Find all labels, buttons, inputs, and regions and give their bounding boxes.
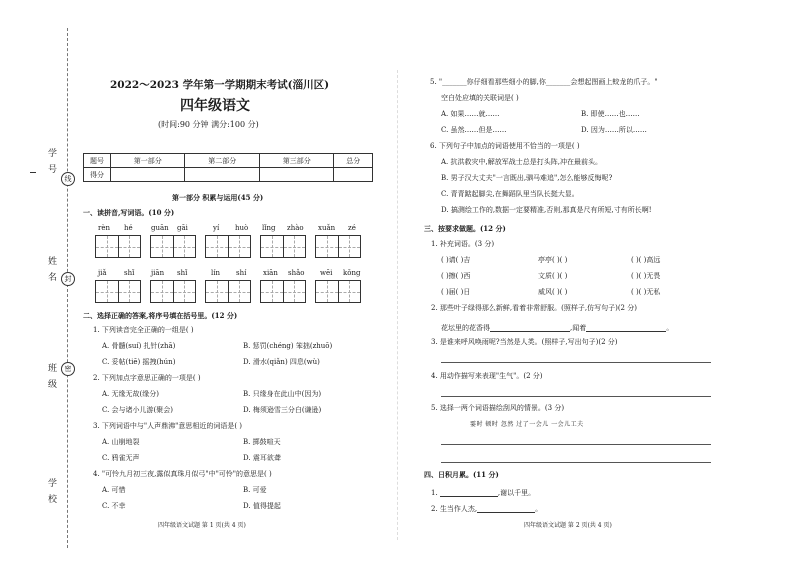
q4-2: [431, 504, 542, 513]
score-header: 第三部分: [259, 154, 333, 168]
answer-line[interactable]: [441, 462, 711, 463]
pinyin: rèn: [98, 224, 110, 232]
q4-1: [431, 488, 535, 497]
q3-3: 3. 是谁来呼风唤雨呢?当然是人类。(照样子,写出句子)(2 分): [431, 338, 618, 346]
seal-mark-line: 线: [61, 172, 75, 186]
hanzi-grid[interactable]: [205, 235, 251, 258]
q5-prompt: 空白处应填的关联词是( ): [441, 94, 519, 102]
q5-option-a[interactable]: A. 如果……就……: [441, 110, 500, 118]
school-label: 学 校: [46, 478, 56, 505]
q3-4: 4. 用动作描写来表现"生气"。(2 分): [431, 372, 543, 380]
subject-title: 四年级语文: [180, 98, 250, 114]
part1-title: 第一部分 积累与运用(45 分): [172, 193, 264, 202]
q2-1-option-b[interactable]: B. 惩罚(chéng) 笨拙(zhuō): [243, 342, 333, 350]
q2-3: 3. 下列词语中与"人声鼎沸"意思相近的词语是( ): [93, 422, 243, 430]
fill-blank[interactable]: 亭亭( )( ): [538, 256, 568, 264]
score-table: [83, 153, 373, 182]
q1-title: 一、读拼音,写词语。(10 分): [83, 208, 175, 217]
q4-2-end: 。: [535, 505, 543, 513]
answer-blank[interactable]: [440, 488, 498, 497]
q5: 5. "_______你仔细看那些细小的脚,你_______会想起图画上蛟龙的爪子。": [430, 78, 658, 86]
fill-blank[interactable]: ( )( )无私: [631, 288, 661, 296]
pinyin: zhào: [287, 224, 304, 232]
q5-option-c[interactable]: C. 虽然……但是……: [441, 126, 507, 134]
q3-5-words: 霎时 顿时 忽然 过了一会儿 一会儿工夫: [470, 421, 584, 428]
pinyin: shǎo: [288, 269, 305, 277]
q3-2: 2. 那些叶子绿得那么新鲜,看着非常舒服。(照样子,仿写句子)(2 分): [431, 304, 637, 312]
q3-2-text-b: ,闻着: [570, 324, 587, 332]
score-cell[interactable]: [111, 168, 185, 182]
q2-3-option-a[interactable]: A. 山崩地裂: [102, 438, 140, 446]
exam-title: 2022～2023 学年第一学期期末考试(淄川区): [110, 79, 330, 91]
q4-1-text: ,谢以千里。: [497, 489, 536, 497]
q2-2-option-b[interactable]: B. 只缘身在此山中(因为): [243, 390, 322, 398]
score-header: 第二部分: [185, 154, 259, 168]
q4-1-num: 1.: [431, 489, 438, 497]
q3-1: 1. 补充词语。(3 分): [431, 240, 495, 248]
pinyin: lǐng: [262, 224, 276, 232]
q3-2-answer: [441, 323, 673, 332]
q2-3-option-c[interactable]: C. 鸦雀无声: [102, 454, 140, 462]
q2-4-option-a[interactable]: A. 可惜: [102, 486, 126, 494]
hanzi-grid[interactable]: [95, 280, 141, 303]
fill-blank[interactable]: ( )请( )吉: [441, 256, 471, 264]
pinyin: shí: [236, 269, 247, 277]
q6-option-a[interactable]: A. 抗洪救灾中,解放军战士总是打头阵,冲在最前头。: [441, 158, 602, 166]
q2-1: 1. 下列读音完全正确的一组是( ): [93, 326, 194, 334]
score-header: 第一部分: [111, 154, 185, 168]
q2-2-option-d[interactable]: D. 梅须逊雪三分白(谦逊): [243, 406, 322, 414]
hanzi-grid[interactable]: [150, 280, 196, 303]
answer-blank[interactable]: [490, 323, 570, 332]
pinyin: jiǎ: [98, 269, 107, 277]
fill-blank[interactable]: ( )( )无畏: [631, 272, 661, 280]
q6-option-d[interactable]: D. 搞测绘工作的,数据一定要精准,否则,那真是尺有所短,寸有所长啊!: [441, 206, 652, 214]
hanzi-grid[interactable]: [150, 235, 196, 258]
q2-title: 二、选择正确的答案,将序号填在括号里。(12 分): [83, 311, 238, 320]
student-number-label: 学 号: [46, 148, 56, 175]
answer-line[interactable]: [441, 396, 711, 397]
fill-blank[interactable]: ( )届( )日: [441, 288, 471, 296]
pinyin: guān: [151, 224, 169, 232]
answer-blank[interactable]: [586, 323, 666, 332]
hanzi-grid[interactable]: [315, 280, 361, 303]
score-row-label: 得分: [84, 168, 111, 182]
q2-2-option-c[interactable]: C. 会与诸小儿游(聚会): [102, 406, 174, 414]
fill-blank[interactable]: ( )( )高远: [631, 256, 661, 264]
q6-option-c[interactable]: C. 青青踮起脚尖,在舞蹈队里当队长挺大显。: [441, 190, 579, 198]
footer-left: 四年级语文试题 第 1 页(共 4 页): [158, 522, 246, 529]
answer-line[interactable]: [441, 362, 711, 363]
time-info: (时间:90 分钟 满分:100 分): [158, 120, 259, 129]
class-label: 班 级: [46, 363, 56, 390]
seal-mark-secret: 密: [61, 362, 75, 376]
q2-1-option-a[interactable]: A. 骨髓(suí) 扎针(zhā): [102, 342, 176, 350]
q3-2-text-c: 。: [666, 324, 674, 332]
pinyin: gāi: [177, 224, 188, 232]
margin-tick: [30, 172, 36, 173]
fill-blank[interactable]: 文质( )( ): [538, 272, 568, 280]
fill-blank[interactable]: 威风( )( ): [538, 288, 568, 296]
q2-4: 4. "可怜九月初三夜,露似真珠月似弓"中"可怜"的意思是( ): [93, 470, 272, 478]
q2-1-option-c[interactable]: C. 妥帖(tiē) 摇拽(hún): [102, 358, 176, 366]
q4-title: 四、日积月累。(11 分): [424, 470, 499, 479]
q2-1-option-d[interactable]: D. 滑水(qiǎn) 四息(wù): [243, 358, 320, 366]
q4-2-text: 2. 生当作人杰,: [431, 505, 478, 513]
pinyin: shǐ: [124, 269, 135, 277]
binding-line: [67, 28, 68, 548]
q6: 6. 下列句子中加点的词语使用不恰当的一项是( ): [430, 142, 580, 150]
pinyin: wēi: [320, 269, 333, 277]
hanzi-grid[interactable]: [260, 235, 306, 258]
pinyin: shǐ: [177, 269, 188, 277]
q3-title: 三、按要求做题。(12 分): [424, 224, 506, 233]
hanzi-grid[interactable]: [95, 235, 141, 258]
score-header: 总分: [334, 154, 373, 168]
student-name-label: 姓 名: [46, 256, 56, 283]
hanzi-grid[interactable]: [315, 235, 361, 258]
pinyin: xuǎn: [318, 224, 336, 232]
pinyin: yí: [213, 224, 220, 232]
score-header: 题号: [84, 154, 111, 168]
score-cell[interactable]: [185, 168, 259, 182]
q6-option-b[interactable]: B. 男子汉大丈夫"一言既出,驷马难追",怎么能够反悔呢?: [441, 174, 613, 182]
pinyin: kǒng: [343, 269, 361, 277]
q2-2: 2. 下列加点字意思正确的一项是( ): [93, 374, 201, 382]
q2-4-option-c[interactable]: C. 不幸: [102, 502, 126, 510]
q5-option-b[interactable]: B. 即使……也……: [581, 110, 640, 118]
pinyin: lín: [211, 269, 220, 277]
answer-line[interactable]: [441, 444, 711, 445]
seal-mark-seal: 封: [61, 272, 75, 286]
q5-option-d[interactable]: D. 因为……所以……: [581, 126, 647, 134]
hanzi-grid[interactable]: [205, 280, 251, 303]
answer-blank[interactable]: [477, 504, 535, 513]
pinyin: huò: [235, 224, 249, 232]
pinyin: hé: [124, 224, 133, 232]
q2-4-option-b[interactable]: B. 可爱: [243, 486, 267, 494]
q3-2-text-a: 花坛里的花香得: [441, 324, 490, 332]
q2-3-option-b[interactable]: B. 掷鼓喧天: [243, 438, 281, 446]
footer-right: 四年级语文试题 第 2 页(共 4 页): [524, 522, 612, 529]
score-cell[interactable]: [259, 168, 333, 182]
hanzi-grid[interactable]: [260, 280, 306, 303]
q2-3-option-d[interactable]: D. 震耳欲聋: [243, 454, 281, 462]
pinyin: jiān: [151, 269, 165, 277]
q3-5: 5. 选择一两个词语描绘刮风的情景。(3 分): [431, 404, 565, 412]
page-divider: [397, 70, 398, 540]
score-cell[interactable]: [334, 168, 373, 182]
fill-blank[interactable]: ( )擦( )西: [441, 272, 471, 280]
pinyin: zé: [348, 224, 356, 232]
q2-4-option-d[interactable]: D. 值得提起: [243, 502, 281, 510]
pinyin: xiān: [263, 269, 278, 277]
q2-2-option-a[interactable]: A. 无缘无故(缘分): [102, 390, 159, 398]
